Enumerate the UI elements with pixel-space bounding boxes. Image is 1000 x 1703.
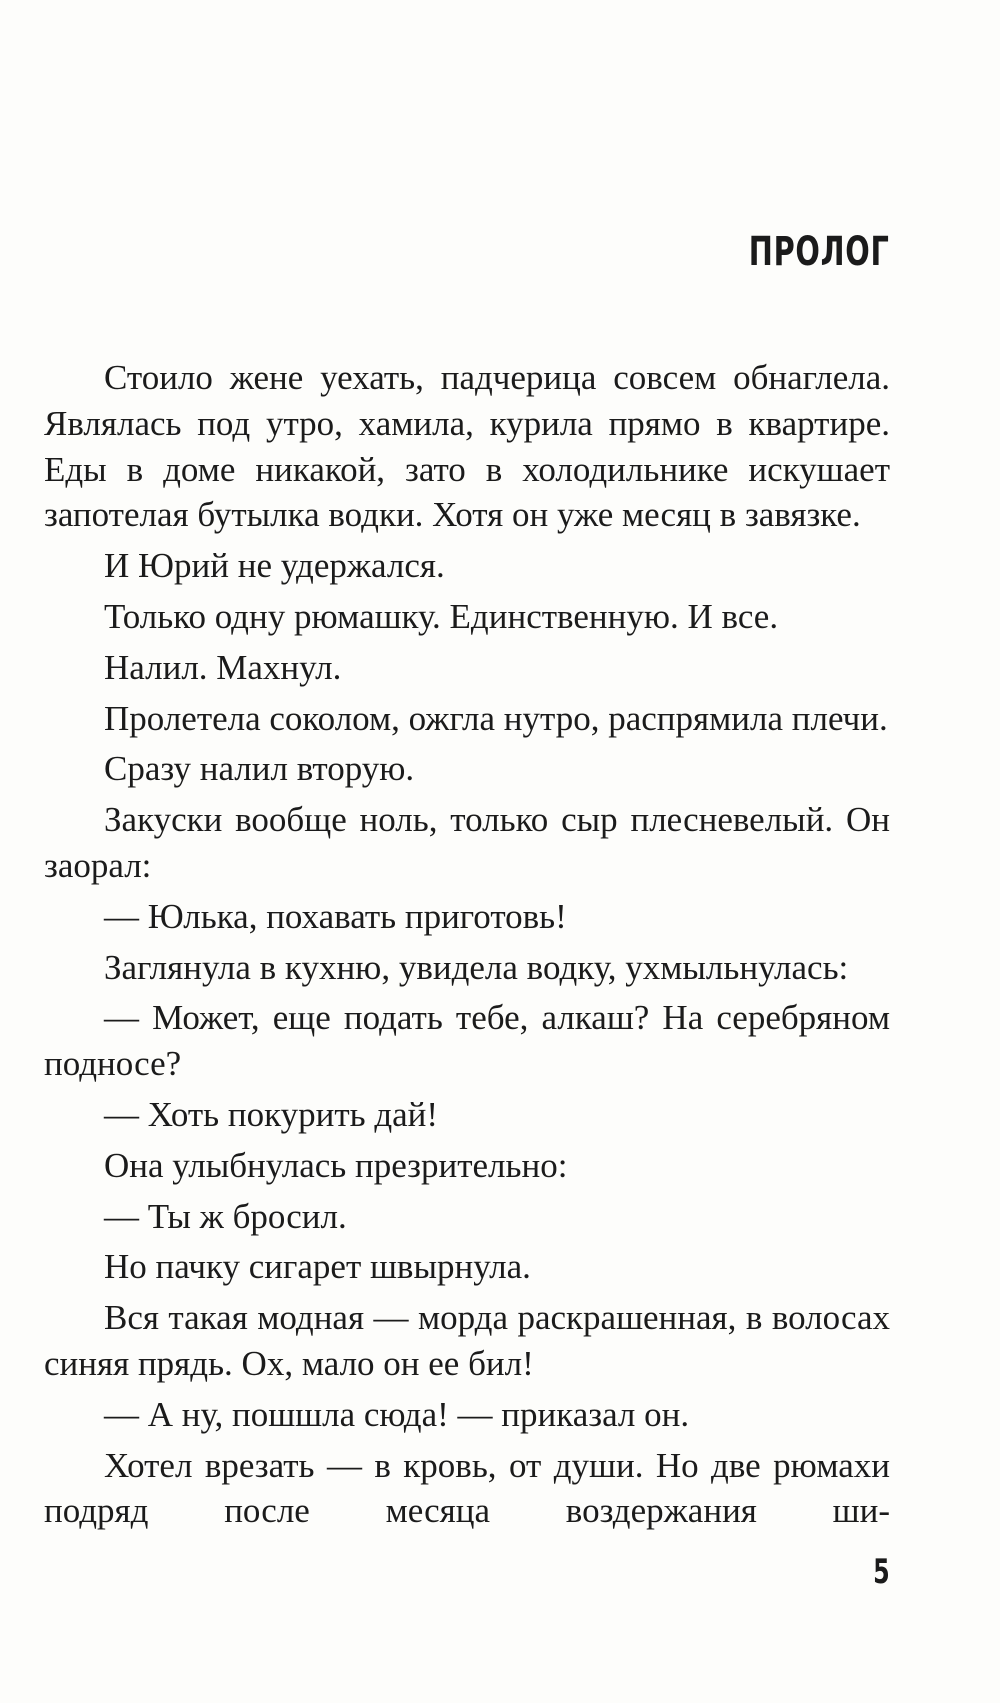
chapter-title: ПРОЛОГ [749, 229, 890, 275]
paragraph: Вся такая модная — морда раскрашенная, в волосах синяя прядь. Ох, мало он ее бил! [44, 1298, 890, 1383]
paragraph: Только одну рюмашку. Единственную. И все. [104, 596, 779, 636]
paragraph: Налил. Махнул. [104, 647, 342, 687]
paragraph: Она улыбнулась презрительно: [104, 1145, 568, 1185]
paragraph: — Ты ж бросил. [104, 1196, 347, 1236]
paragraph: — Юлька, похавать приготовь! [104, 896, 567, 936]
page-number: 5 [873, 1552, 890, 1592]
paragraph: Сразу налил вторую. [104, 749, 415, 789]
paragraph: Но пачку сигарет швырнула. [104, 1247, 531, 1287]
paragraph: — Может, еще подать тебе, алкаш? На серебряном подносе? [44, 998, 890, 1084]
paragraph: — А ну, пошшла сюда! — приказал он. [104, 1394, 690, 1434]
paragraph: Закуски вообще ноль, только сыр плесневелый. Он заорал: [44, 800, 890, 885]
paragraph: Пролетела соколом, ожгла нутро, распрямила плечи. [104, 698, 888, 738]
paragraph: Стоило жене уехать, падчерица совсем обнаглела. Являлась под утро, хамила, курила прямо в квартире. Еды в доме никакой, зато в холодильнике искушает запотелая бутылка водки. Хотя он уже месяц в завязке. [44, 358, 890, 535]
paragraph: Заглянула в кухню, увидела водку, ухмыльнулась: [104, 947, 849, 987]
paragraph: — Хоть покурить дай! [104, 1094, 439, 1134]
paragraph: Хотел врезать — в кровь, от души. Но две рюмахи подряд после месяца воздержания ши- [44, 1445, 890, 1531]
paragraph: И Юрий не удержался. [104, 546, 445, 586]
body-text [44, 355, 890, 1539]
